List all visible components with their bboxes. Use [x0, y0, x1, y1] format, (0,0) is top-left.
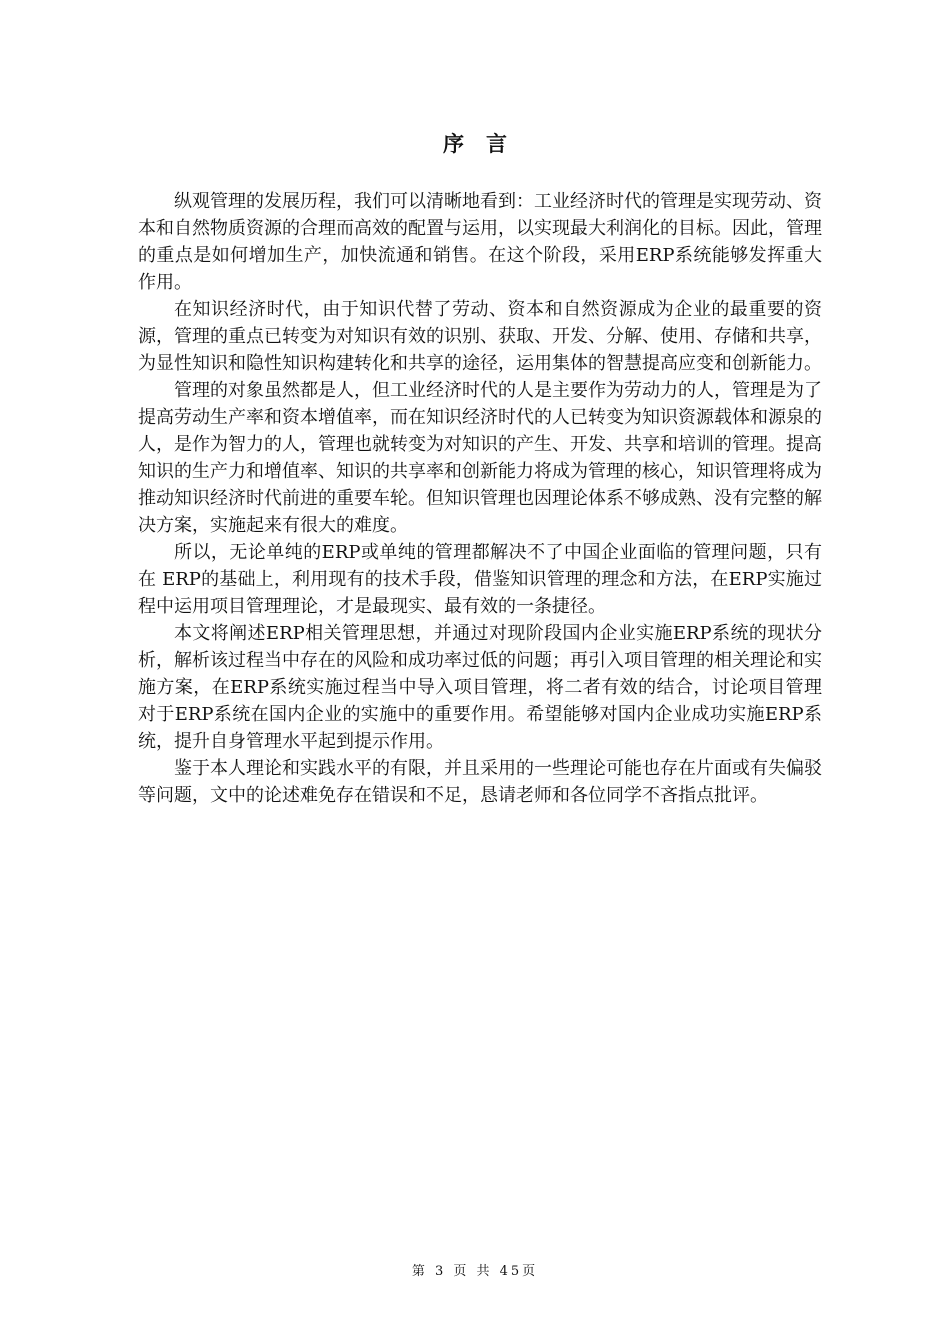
- page-title: 序言: [443, 132, 529, 156]
- paragraph-3: 管理的对象虽然都是人，但工业经济时代的人是主要作为劳动力的人，管理是为了提高劳动生产率和资本增值率，而在知识经济时代的人已转变为知识资源载体和源泉的人，是作为智力的人，管理也就转变为对知识的产生、开发、共享和培训的管理。提高知识的生产力和增值率、知识的共享率和创新能力将成为管理的核心，知识管理将成为推动知识经济时代前进的重要车轮。但知识管理也因理论体系不够成熟、没有完整的解决方案，实施起来有很大的难度。: [138, 380, 822, 536]
- page-number-footer: 第 3 页 共 45页: [411, 1264, 539, 1279]
- body-text: [138, 188, 822, 809]
- paragraph-1: 纵观管理的发展历程，我们可以清晰地看到：工业经济时代的管理是实现劳动、资本和自然物质资源的合理而高效的配置与运用，以实现最大利润化的目标。因此，管理的重点是如何增加生产，加快流通和销售。在这个阶段，采用ERP系统能够发挥重大作用。: [138, 191, 822, 293]
- paragraph-5: 本文将阐述ERP相关管理思想，并通过对现阶段国内企业实施ERP系统的现状分析，解析该过程当中存在的风险和成功率过低的问题；再引入项目管理的相关理论和实施方案，在ERP系统实施过程当中导入项目管理，将二者有效的结合，讨论项目管理对于ERP系统在国内企业的实施中的重要作用。希望能够对国内企业成功实施ERP系统，提升自身管理水平起到提示作用。: [138, 623, 822, 752]
- paragraph-4: 所以，无论单纯的ERP或单纯的管理都解决不了中国企业面临的管理问题，只有在 ERP的基础上，利用现有的技术手段，借鉴知识管理的理念和方法，在ERP实施过程中运用项目管理理论，才是最现实、最有效的一条捷径。: [138, 542, 822, 617]
- paragraph-6: 鉴于本人理论和实践水平的有限，并且采用的一些理论可能也存在片面或有失偏驳等问题，文中的论述难免存在错误和不足，恳请老师和各位同学不吝指点批评。: [138, 758, 822, 806]
- paragraph-2: 在知识经济时代，由于知识代替了劳动、资本和自然资源成为企业的最重要的资源，管理的重点已转变为对知识有效的识别、获取、开发、分解、使用、存储和共享，为显性知识和隐性知识构建转化和共享的途径，运用集体的智慧提高应变和创新能力。: [138, 299, 822, 374]
